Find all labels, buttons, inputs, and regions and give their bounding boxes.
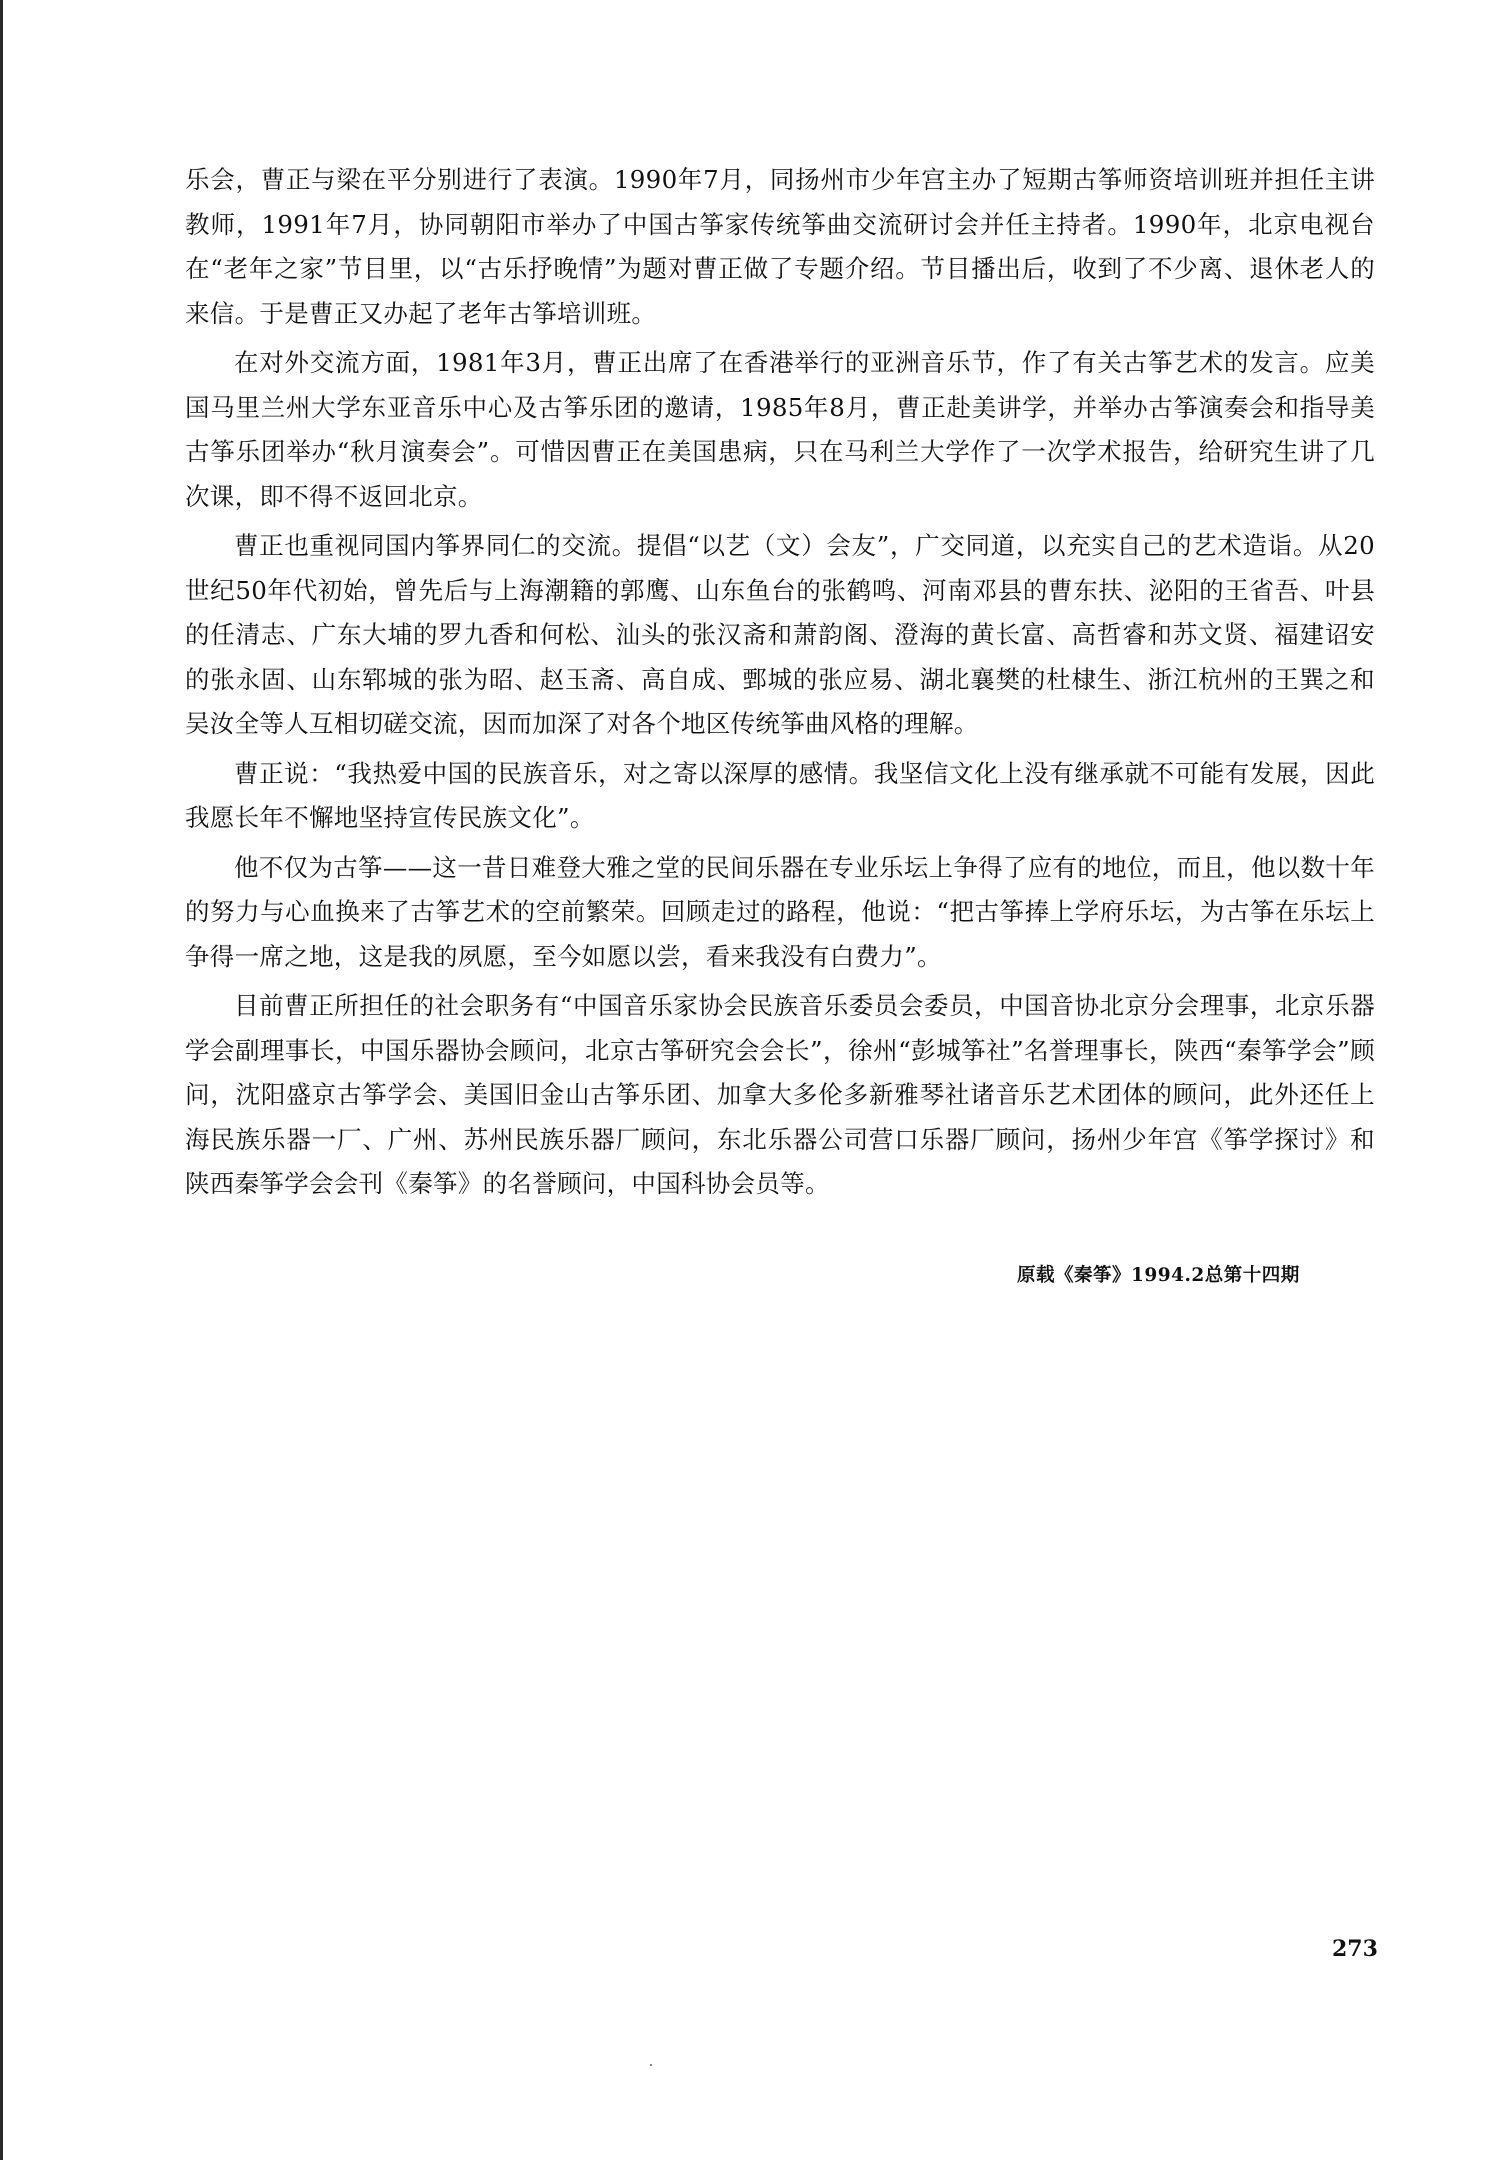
paragraph-1: 乐会，曹正与梁在平分别进行了表演。1990年7月，同扬州市少年宫主办了短期古筝师资培训班并担任主讲教师，1991年7月，协同朝阳市举办了中国古筝家传统筝曲交流研讨会并任主持者。1990年，北京电视台在“老年之家”节目里，以“古乐抒晚情”为题对曹正做了专题介绍。节目播出后，收到了不少离、退休老人的来信。于是曹正又办起了老年古筝培训班。 [185,165,1375,328]
paragraph-3: 曹正也重视同国内筝界同仁的交流。提倡“以艺（文）会友”，广交同道，以充实自己的艺术造诣。从20世纪50年代初始，曾先后与上海潮籍的郭鹰、山东鱼台的张鹤鸣、河南邓县的曹东扶、泌阳的王省吾、叶县的任清志、广东大埔的罗九香和何松、汕头的张汉斋和萧韵阁、澄海的黄长富、高哲睿和苏文贤、福建诏安的张永固、山东郓城的张为昭、赵玉斋、高自成、鄄城的张应易、湖北襄樊的杜棣生、浙江杭州的王巽之和吴汝全等人互相切磋交流，因而加深了对各个地区传统筝曲风格的理解。 [185,531,1375,738]
paragraph-5: 他不仅为古筝——这一昔日难登大雅之堂的民间乐器在专业乐坛上争得了应有的地位，而且，他以数十年的努力与心血换来了古筝艺术的空前繁荣。回顾走过的路程，他说：“把古筝捧上学府乐坛，为古筝在乐坛上争得一席之地，这是我的夙愿，至今如愿以尝，看来我没有白费力”。 [185,852,1375,971]
source-citation: 原载《秦筝》1994.2总第十四期 [1017,1265,1300,1286]
paragraph-4: 曹正说：“我热爱中国的民族音乐，对之寄以深厚的感情。我坚信文化上没有继承就不可能有发展，因此我愿长年不懈地坚持宣传民族文化”。 [185,758,1375,832]
article-body [185,158,1375,1212]
paragraph-2: 在对外交流方面，1981年3月，曹正出席了在香港举行的亚洲音乐节，作了有关古筝艺术的发言。应美国马里兰州大学东亚音乐中心及古筝乐团的邀请，1985年8月，曹正赴美讲学，并举办古筝演奏会和指导美古筝乐团举办“秋月演奏会”。可惜因曹正在美国患病，只在马利兰大学作了一次学术报告，给研究生讲了几次课，即不得不返回北京。 [185,348,1375,511]
scan-speck [650,2064,652,2066]
page-number: 273 [1332,1936,1378,1962]
paragraph-6: 目前曹正所担任的社会职务有“中国音乐家协会民族音乐委员会委员，中国音协北京分会理事，北京乐器学会副理事长，中国乐器协会顾问，北京古筝研究会会长”，徐州“彭城筝社”名誉理事长，陕西“秦筝学会”顾问，沈阳盛京古筝学会、美国旧金山古筝乐团、加拿大多伦多新雅琴社诸音乐艺术团体的顾问，此外还任上海民族乐器一厂、广州、苏州民族乐器厂顾问，东北乐器公司营口乐器厂顾问，扬州少年宫《筝学探讨》和陕西秦筝学会会刊《秦筝》的名誉顾问，中国科协会员等。 [185,991,1375,1198]
